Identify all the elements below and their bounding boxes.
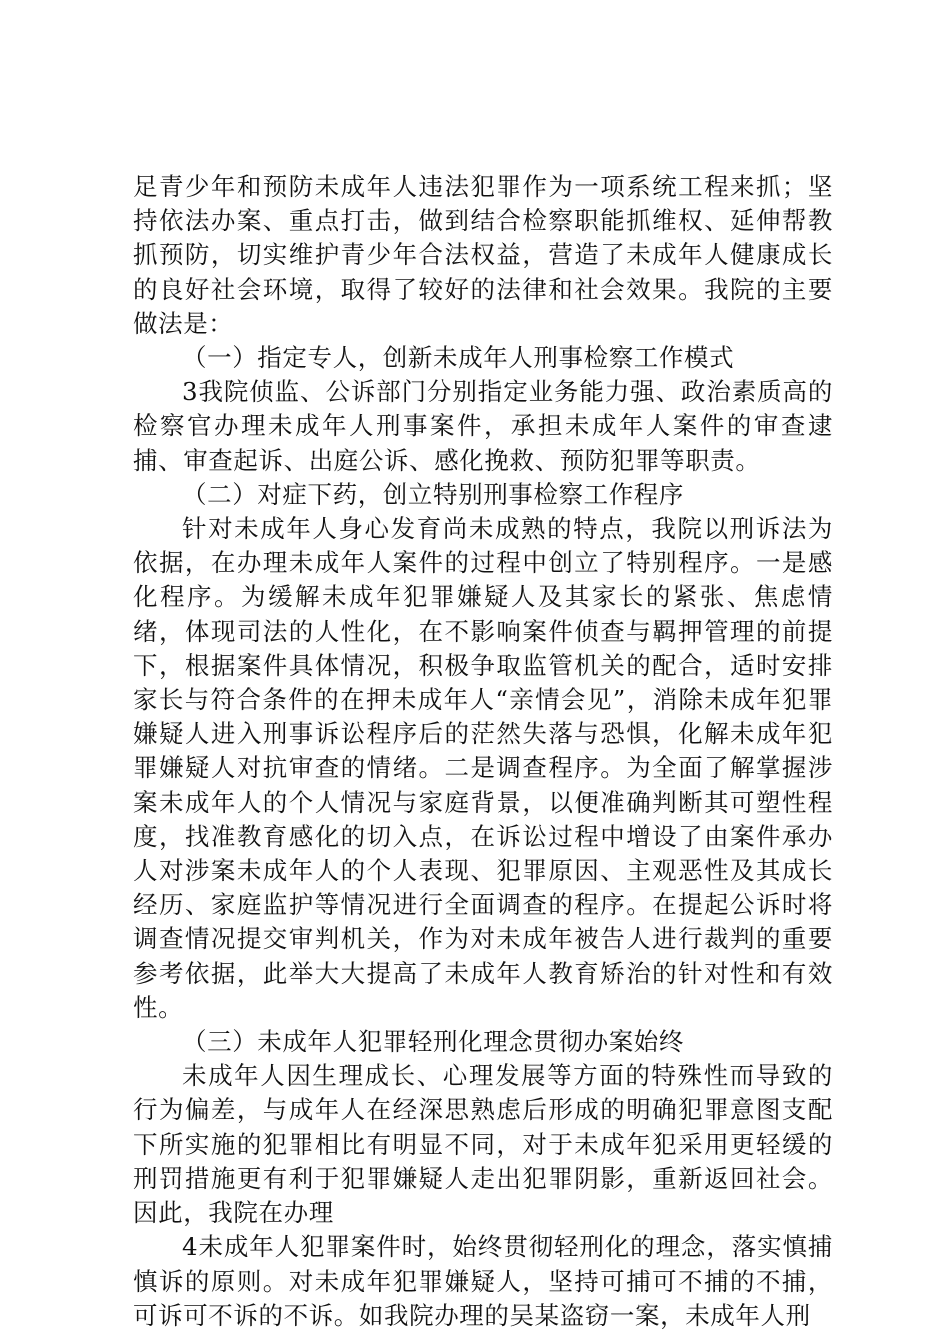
paragraph-intro: 足青少年和预防未成年人违法犯罪作为一项系统工程来抓；坚持依法办案、重点打击，做到结合检察职能抓维权、延伸帮教抓预防，切实维护青少年合法权益，营造了未成年人健康成长的良好社会环境，取得了较好的法律和社会效果。我院的主要做法是： — [133, 172, 833, 338]
document-body — [133, 170, 833, 1333]
section-heading-2: （二）对症下药，创立特别刑事检察工作程序 — [182, 479, 684, 509]
paragraph-section-3b: 4未成年人犯罪案件时，始终贯彻轻刑化的理念，落实慎捕慎诉的原则。对未成年犯罪嫌疑人，坚持可捕可不捕的不捕，可诉可不诉的不诉。如我院办理的吴某盗窃一案，未成年人刑 — [133, 1232, 833, 1330]
paragraph-section-3a: 未成年人因生理成长、心理发展等方面的特殊性而导致的行为偏差，与成年人在经深思熟虑后形成的明确犯罪意图支配下所实施的犯罪相比有明显不同，对于未成年犯采用更轻缓的刑罚措施更有利于犯罪嫌疑人走出犯罪阴影，重新返回社会。因此，我院在办理 — [133, 1061, 833, 1228]
paragraph-section-1: 3我院侦监、公诉部门分别指定业务能力强、政治素质高的检察官办理未成年人刑事案件，承担未成年人案件的审查逮捕、审查起诉、出庭公诉、感化挽救、预防犯罪等职责。 — [133, 377, 833, 475]
section-heading-1: （一）指定专人，创新未成年人刑事检察工作模式 — [182, 343, 735, 373]
paragraph-section-2: 针对未成年人身心发育尚未成熟的特点，我院以刑诉法为依据，在办理未成年人案件的过程中创立了特别程序。一是感化程序。为缓解未成年犯罪嫌疑人及其家长的紧张、焦虑情绪，体现司法的人性化，在不影响案件侦查与羁押管理的前提下，根据案件具体情况，积极争取监管机关的配合，适时安排家长与符合条件的在押未成年人“亲情会见”，消除未成年犯罪嫌疑人进入刑事诉讼程序后的茫然失落与恐惧，化解未成年犯罪嫌疑人对抗审查的情绪。二是调查程序。为全面了解掌握涉案未成年人的个人情况与家庭背景，以便准确判断其可塑性程度，找准教育感化的切入点，在诉讼过程中增设了由案件承办人对涉案未成年人的个人表现、犯罪原因、主观恶性及其成长经历、家庭监护等情况进行全面调查的程序。在提起公诉时将调查情况提交审判机关，作为对未成年被告人进行裁判的重要参考依据，此举大大提高了未成年人教育矫治的针对性和有效性。 — [133, 514, 833, 1022]
section-heading-3: （三）未成年人犯罪轻刑化理念贯彻办案始终 — [182, 1027, 684, 1057]
